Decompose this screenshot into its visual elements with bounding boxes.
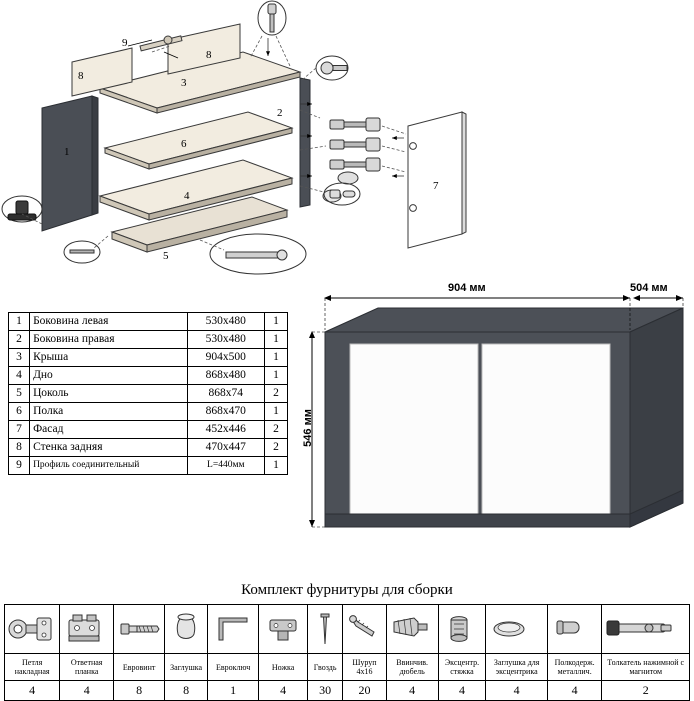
kit-item-count: 20 (343, 681, 387, 701)
callout-cam-lock (316, 56, 348, 80)
part-index: 6 (9, 403, 30, 421)
part-dimension: 530x480 (187, 331, 264, 349)
kit-item-count: 4 (60, 681, 114, 701)
kit-item-count: 30 (308, 681, 343, 701)
part-index: 3 (9, 349, 30, 367)
euro-screw-icon (115, 608, 163, 650)
kit-cell-euro-key (208, 605, 259, 654)
kit-cell-cam-cap (486, 605, 547, 654)
cabinet-height-label: 546 мм (302, 409, 314, 447)
kit-item-name: Евровинт (114, 654, 165, 681)
cabinet-depth-label: 504 мм (630, 282, 668, 294)
shelf-support-icon (549, 608, 589, 650)
kit-cell-magnet-catch (602, 605, 690, 654)
kit-cell-leg (259, 605, 308, 654)
hinge-plate-icon (61, 608, 109, 650)
nail-icon (309, 608, 341, 650)
kit-icon-row (5, 605, 690, 654)
kit-cell-overlay-hinge (5, 605, 60, 654)
kit-item-name: Петля накладная (5, 654, 60, 681)
part-dimension: 470x447 (187, 439, 264, 457)
part-name: Боковина левая (30, 313, 188, 331)
kit-cell-screw-dowel (386, 605, 438, 654)
callout-connecting-profile (210, 234, 306, 274)
callout-number-7: 7 (433, 180, 439, 192)
part-index: 7 (9, 421, 30, 439)
part-dimension: 452x446 (187, 421, 264, 439)
kit-item-count: 4 (438, 681, 486, 701)
table-row (9, 367, 288, 385)
part-dimension: 868x480 (187, 367, 264, 385)
part-name: Полка (30, 403, 188, 421)
cam-cap-icon (487, 608, 531, 650)
kit-item-name: Эксцентр. стяжка (438, 654, 486, 681)
part-name: Крыша (30, 349, 188, 367)
part-name: Фасад (30, 421, 188, 439)
kit-item-count: 4 (5, 681, 60, 701)
callout-number-8-left: 8 (78, 70, 84, 82)
kit-item-name: Гвоздь (308, 654, 343, 681)
overlay-hinge-icon (6, 608, 56, 650)
hinge-detail-group (323, 118, 380, 202)
cap-icon (166, 608, 206, 650)
table-row (9, 403, 288, 421)
kit-item-count: 8 (114, 681, 165, 701)
kit-cell-cam-lock (438, 605, 486, 654)
euro-key-icon (209, 608, 257, 650)
table-row (9, 313, 288, 331)
kit-item-count: 4 (547, 681, 602, 701)
assembled-cabinet-diagram (300, 282, 690, 560)
screw-dowel-icon (388, 608, 432, 650)
part-quantity: 1 (264, 457, 287, 475)
screw-icon (344, 608, 384, 650)
callout-number-1: 1 (64, 146, 70, 158)
kit-item-name: Толкатель нажимной с магнитом (602, 654, 690, 681)
magnet-catch-icon (603, 608, 675, 650)
part-quantity: 1 (264, 331, 287, 349)
callout-leg (2, 196, 42, 222)
callout-number-9: 9 (122, 37, 128, 49)
callout-number-6: 6 (181, 138, 187, 150)
table-row (9, 439, 288, 457)
part-dimension: L=440мм (187, 457, 264, 475)
part-quantity: 1 (264, 349, 287, 367)
part-quantity: 2 (264, 385, 287, 403)
kit-item-count: 8 (165, 681, 208, 701)
part-dimension: 868x470 (187, 403, 264, 421)
cabinet-width-label: 904 мм (448, 282, 486, 294)
callout-euro-screw (258, 1, 286, 35)
callout-number-8-right: 8 (206, 49, 212, 61)
part-quantity: 2 (264, 421, 287, 439)
parts-table (8, 312, 288, 475)
exploded-assembly-diagram (0, 0, 470, 290)
callout-number-4: 4 (184, 190, 190, 202)
table-row (9, 385, 288, 403)
part-index: 4 (9, 367, 30, 385)
kit-item-count: 4 (386, 681, 438, 701)
kit-item-count: 4 (486, 681, 547, 701)
kit-item-name: Ответная планка (60, 654, 114, 681)
callout-nail (64, 241, 100, 263)
cabinet-svg (300, 290, 690, 560)
table-row (9, 421, 288, 439)
exploded-view-svg (0, 0, 470, 292)
kit-item-name: Шуруп 4x16 (343, 654, 387, 681)
part-shelf (105, 112, 292, 169)
kit-count-row (5, 681, 690, 701)
kit-name-row (5, 654, 690, 681)
kit-cell-cap (165, 605, 208, 654)
callout-number-3: 3 (181, 77, 187, 89)
kit-item-count: 1 (208, 681, 259, 701)
part-dimension: 868x74 (187, 385, 264, 403)
kit-cell-nail (308, 605, 343, 654)
table-row (9, 331, 288, 349)
hardware-kit-title: Комплект фурнитуры для сборки (241, 582, 453, 598)
part-dimension: 904x500 (187, 349, 264, 367)
table-row (9, 349, 288, 367)
kit-cell-hinge-plate (60, 605, 114, 654)
kit-item-name: Заглушка (165, 654, 208, 681)
callout-number-5: 5 (163, 250, 169, 262)
part-name: Дно (30, 367, 188, 385)
kit-item-name: Полкодерж. металлич. (547, 654, 602, 681)
part-left-side-panel (42, 96, 98, 231)
part-index: 2 (9, 331, 30, 349)
part-name: Стенка задняя (30, 439, 188, 457)
kit-item-name: Заглушка для эксцентрика (486, 654, 547, 681)
part-index: 8 (9, 439, 30, 457)
part-name: Цоколь (30, 385, 188, 403)
kit-item-name: Ввинчив. дюбель (386, 654, 438, 681)
part-quantity: 2 (264, 439, 287, 457)
part-quantity: 1 (264, 313, 287, 331)
part-dimension: 530x480 (187, 313, 264, 331)
callout-number-2: 2 (277, 107, 283, 119)
part-index: 9 (9, 457, 30, 475)
hardware-kit-table (4, 604, 690, 701)
part-name: Боковина правая (30, 331, 188, 349)
part-quantity: 1 (264, 403, 287, 421)
part-name: Профиль соединительный (30, 457, 188, 475)
kit-cell-screw (343, 605, 387, 654)
kit-item-name: Евроключ (208, 654, 259, 681)
kit-item-name: Ножка (259, 654, 308, 681)
part-quantity: 1 (264, 367, 287, 385)
kit-cell-shelf-support (547, 605, 602, 654)
cam-lock-icon (440, 608, 478, 650)
leg-icon (260, 608, 306, 650)
part-index: 5 (9, 385, 30, 403)
kit-cell-euro-screw (114, 605, 165, 654)
table-row (9, 457, 288, 475)
kit-item-count: 4 (259, 681, 308, 701)
kit-item-count: 2 (602, 681, 690, 701)
part-index: 1 (9, 313, 30, 331)
